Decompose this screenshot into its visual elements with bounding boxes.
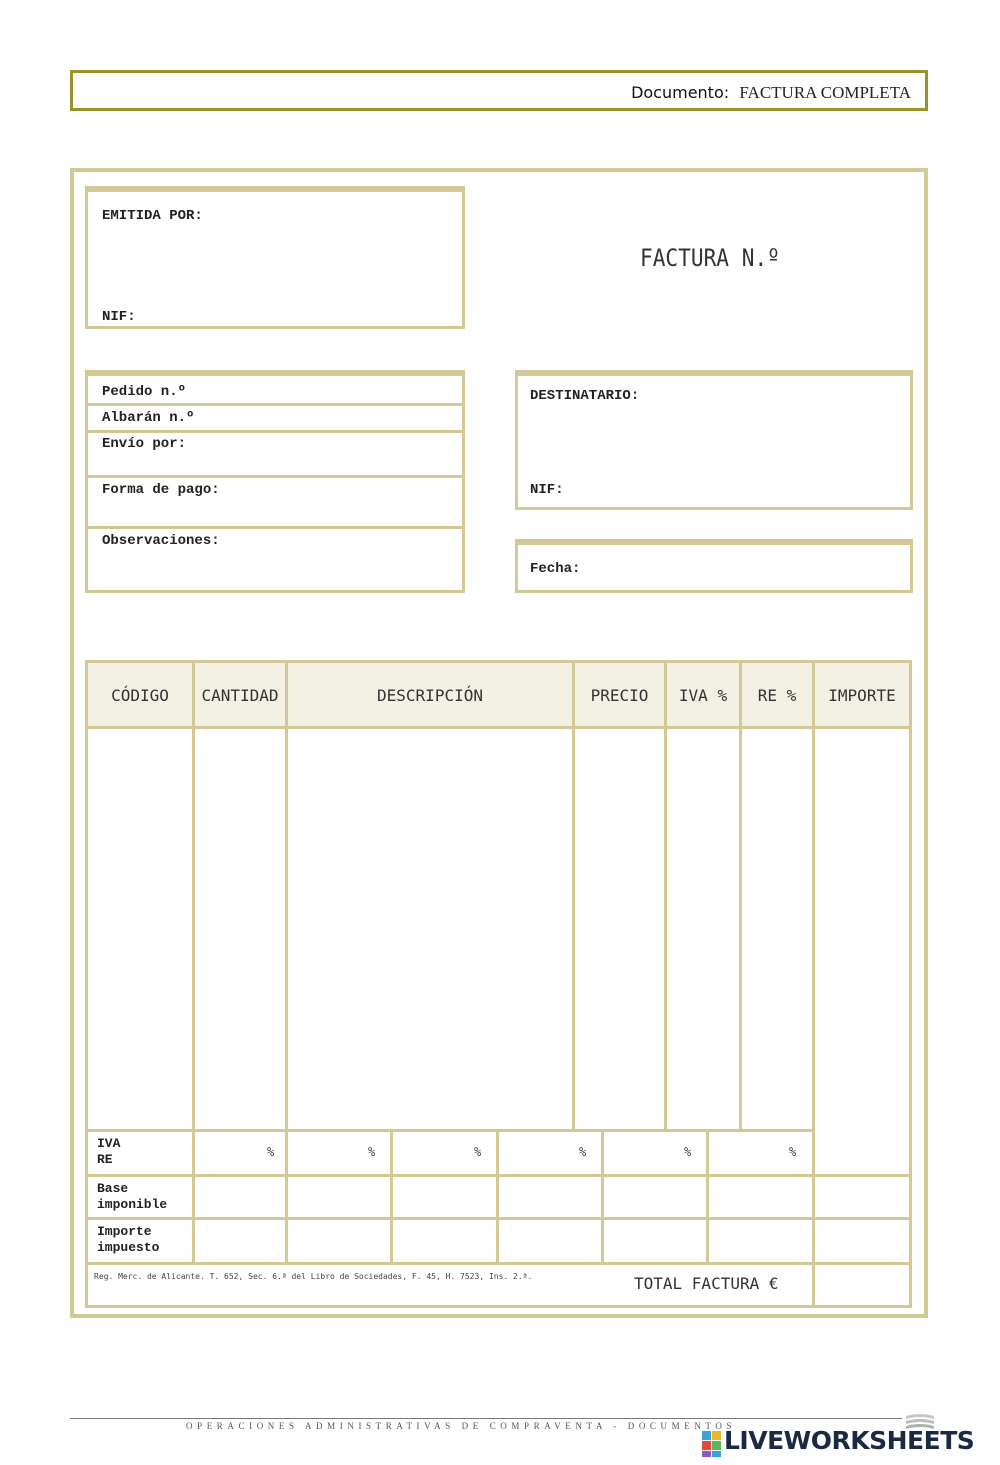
- document-type-label: [631, 83, 911, 104]
- total-factura-label: TOTAL FACTURA €: [634, 1274, 779, 1293]
- document-header-bar: [70, 70, 928, 111]
- col-header-descripcion: DESCRIPCIÓN: [288, 663, 572, 727]
- invoice-title: FACTURA N.º: [640, 244, 780, 272]
- header-divider: [88, 726, 909, 729]
- order-info-box: [85, 370, 465, 593]
- iva-re-label: IVA RE: [97, 1136, 121, 1167]
- percent-sign: %: [684, 1145, 692, 1159]
- summary-divider: [88, 1262, 909, 1265]
- base-imponible-label: Base imponible: [97, 1181, 168, 1212]
- col-header-iva: IVA %: [667, 663, 739, 727]
- albaran-label: Albarán n.º: [102, 410, 195, 426]
- percent-sign: %: [474, 1145, 482, 1159]
- emitida-por-label: EMITIDA POR:: [102, 208, 203, 224]
- col-divider: [192, 663, 195, 1263]
- order-divider: [88, 430, 462, 433]
- percent-sign: %: [789, 1145, 797, 1159]
- col-divider: [812, 663, 815, 1308]
- summary-col-divider: [706, 1129, 709, 1263]
- summary-divider: [88, 1174, 909, 1177]
- percent-sign: %: [267, 1145, 275, 1159]
- items-table: [85, 660, 912, 1308]
- document-key: Documento:: [631, 83, 730, 102]
- summary-divider: [88, 1217, 909, 1220]
- col-header-codigo: CÓDIGO: [88, 663, 192, 727]
- order-divider: [88, 526, 462, 529]
- pedido-label: Pedido n.º: [102, 384, 187, 400]
- document-value: FACTURA COMPLETA: [739, 83, 911, 102]
- registry-text: Reg. Merc. de Alicante. T. 652, Sec. 6.ª del Libro de Sociedades, F. 45, H. 7523, Ins. 2.ª.: [94, 1272, 533, 1281]
- summary-divider: [88, 1129, 812, 1132]
- recipient-box[interactable]: [515, 370, 913, 510]
- percent-sign: %: [368, 1145, 376, 1159]
- col-header-precio: PRECIO: [575, 663, 664, 727]
- col-header-re: RE %: [742, 663, 812, 727]
- footer-text: OPERACIONES ADMINISTRATIVAS DE COMPRAVENTA - DOCUMENTOS: [186, 1421, 737, 1431]
- col-divider: [572, 663, 575, 1129]
- percent-sign: %: [579, 1145, 587, 1159]
- observaciones-label: Observaciones:: [102, 533, 220, 549]
- order-divider: [88, 403, 462, 406]
- importe-impuesto-label: Importe impuesto: [97, 1224, 160, 1255]
- issuer-nif-label: NIF:: [102, 309, 136, 325]
- liveworksheets-logo[interactable]: [700, 1412, 995, 1460]
- recipient-nif-label: NIF:: [530, 482, 564, 498]
- col-header-cantidad: CANTIDAD: [195, 663, 285, 727]
- fecha-label: Fecha:: [530, 561, 581, 577]
- col-divider: [664, 663, 667, 1129]
- col-header-importe: IMPORTE: [815, 663, 909, 727]
- liveworksheets-wordmark: LIVEWORKSHEETS: [724, 1426, 975, 1455]
- destinatario-label: DESTINATARIO:: [530, 388, 640, 404]
- forma-pago-label: Forma de pago:: [102, 482, 220, 498]
- date-box[interactable]: [515, 539, 913, 593]
- order-divider: [88, 475, 462, 478]
- liveworksheets-icon: [700, 1412, 724, 1460]
- col-divider: [739, 663, 742, 1129]
- col-divider: [285, 663, 288, 1263]
- summary-col-divider: [496, 1129, 499, 1263]
- issuer-box[interactable]: [85, 186, 465, 329]
- summary-col-divider: [390, 1129, 393, 1263]
- summary-col-divider: [601, 1129, 604, 1263]
- envio-label: Envío por:: [102, 436, 187, 452]
